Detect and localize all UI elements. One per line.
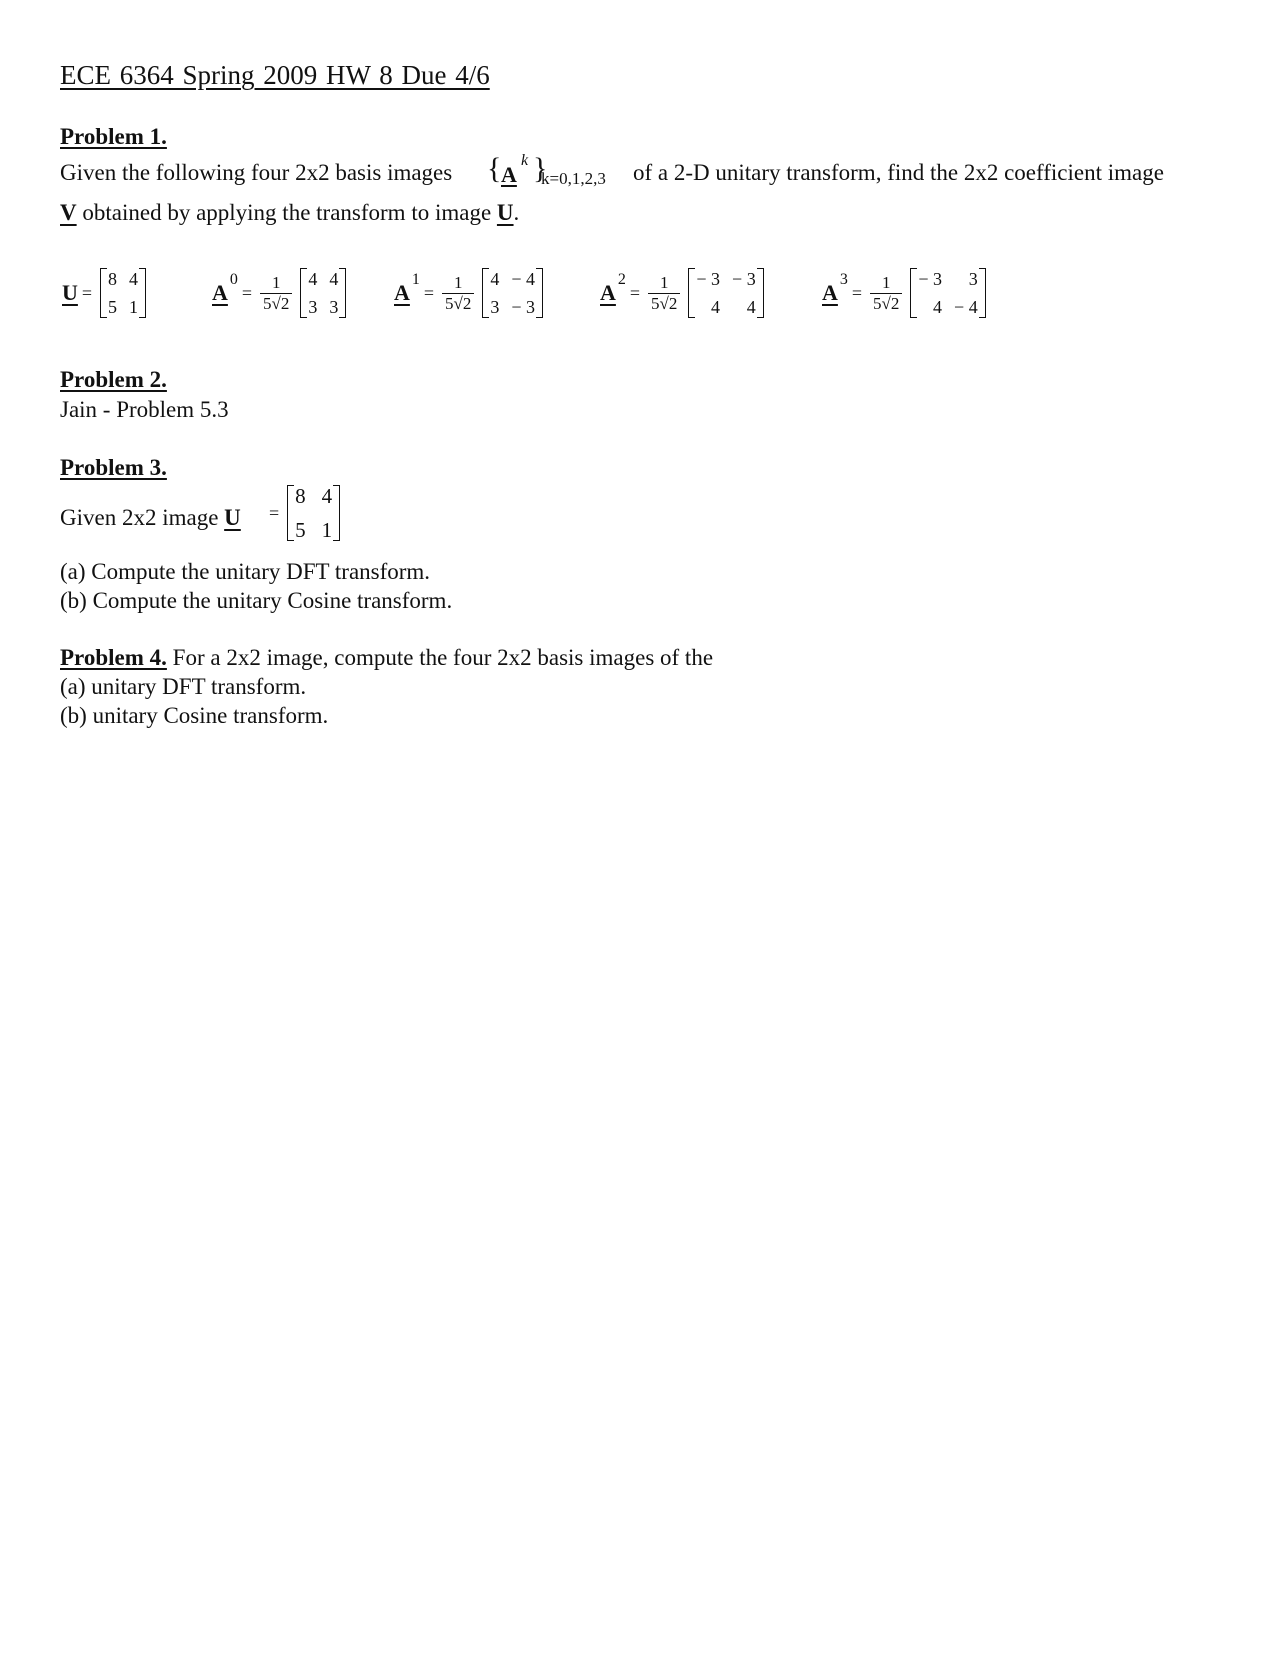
matrix-cell: 4 xyxy=(490,269,500,289)
basis-superscript: 1 xyxy=(411,271,420,288)
problem-3-u-matrix-formula xyxy=(265,485,340,541)
problem-2-text: Jain - Problem 5.3 xyxy=(60,397,229,422)
set-superscript: k xyxy=(521,152,529,169)
equals-sign: = xyxy=(629,282,641,303)
fraction-denominator: 5√2 xyxy=(442,293,474,314)
matrix-cell: 1 xyxy=(129,297,139,317)
normalization-fraction xyxy=(870,273,902,314)
problem-3-given-text: Given 2x2 image xyxy=(60,505,225,530)
equals-sign: = xyxy=(81,282,93,303)
matrix-cell: − 3 xyxy=(918,269,943,289)
basis-superscript: 2 xyxy=(617,271,626,288)
matrix-cell: 4 xyxy=(129,269,139,289)
fraction-numerator: 1 xyxy=(881,272,891,292)
matrix-cell: 8 xyxy=(295,484,306,508)
problem-4-part-a: (a) unitary DFT transform. xyxy=(60,674,307,699)
set-symbol: A xyxy=(501,162,517,187)
matrix-cell: 4 xyxy=(746,297,756,317)
basis-superscript: 0 xyxy=(229,271,238,288)
fraction-numerator: 1 xyxy=(271,272,281,292)
basis-matrix xyxy=(688,268,763,318)
problem-1-line-2-text: obtained by applying the transform to image xyxy=(76,200,497,225)
problem-4-line-1 xyxy=(60,645,713,671)
basis-label: A xyxy=(600,280,616,305)
problem-1-line-2 xyxy=(60,200,519,226)
matrix-cell: 4 xyxy=(329,269,339,289)
matrix-cell: 1 xyxy=(321,518,333,542)
matrix-cell: − 3 xyxy=(511,297,536,317)
matrix-cell: 4 xyxy=(308,269,318,289)
problem-3-u-matrix xyxy=(287,485,340,541)
normalization-fraction xyxy=(648,273,680,314)
right-brace: } xyxy=(533,152,548,185)
basis-matrix xyxy=(300,268,346,318)
matrix-cell: − 3 xyxy=(732,269,756,289)
matrix-cell: 5 xyxy=(108,297,118,317)
problem-1-line-2-end: . xyxy=(513,200,520,225)
matrix-cell: 3 xyxy=(308,297,318,317)
equals-sign: = xyxy=(241,282,253,303)
problem-3-part-a: (a) Compute the unitary DFT transform. xyxy=(60,559,431,584)
problem-3-heading: Problem 3. xyxy=(60,455,167,480)
matrix-cell: 8 xyxy=(108,269,118,289)
normalization-fraction xyxy=(260,273,292,314)
fraction-numerator: 1 xyxy=(453,272,463,292)
set-subscript: k=0,1,2,3 xyxy=(541,169,606,188)
basis-matrix xyxy=(910,268,985,318)
basis-label: A xyxy=(822,280,838,305)
u-symbol: U xyxy=(224,505,241,530)
u-symbol: U xyxy=(496,200,514,225)
problem-2-heading: Problem 2. xyxy=(60,367,167,392)
fraction-denominator: 5√2 xyxy=(870,293,902,314)
problem-1-line-1 xyxy=(60,160,452,186)
v-symbol: V xyxy=(60,200,77,225)
normalization-fraction xyxy=(442,273,474,314)
u-matrix-formula xyxy=(62,268,146,318)
problem-1-text-after: of a 2-D unitary transform, find the 2x2 coefficient image xyxy=(633,160,1164,185)
matrix-cell: 4 xyxy=(933,297,943,317)
problem-3-part-b: (b) Compute the unitary Cosine transform. xyxy=(60,588,453,613)
basis-superscript: 3 xyxy=(839,271,848,288)
problem-4-text: For a 2x2 image, compute the four 2x2 basis images of the xyxy=(166,645,714,670)
matrix-cell: 5 xyxy=(295,518,306,542)
problem-4-part-b: (b) unitary Cosine transform. xyxy=(60,703,329,728)
basis-image-a3 xyxy=(822,268,986,318)
problem-4-heading: Problem 4. xyxy=(60,645,167,670)
equals-sign: = xyxy=(851,282,863,303)
basis-image-a2 xyxy=(600,268,764,318)
u-matrix xyxy=(100,268,146,318)
basis-set-notation xyxy=(487,150,627,194)
page-title: ECE 6364 Spring 2009 HW 8 Due 4/6 xyxy=(60,60,490,90)
matrix-cell: 4 xyxy=(321,484,333,508)
matrix-cell: 4 xyxy=(711,297,721,317)
matrix-cell: − 3 xyxy=(696,269,721,289)
matrix-cell: 3 xyxy=(329,297,339,317)
matrix-cell: 3 xyxy=(490,297,500,317)
problem-1-heading: Problem 1. xyxy=(60,124,167,149)
basis-matrix xyxy=(482,268,543,318)
fraction-denominator: 5√2 xyxy=(260,293,292,314)
matrix-cell: − 4 xyxy=(954,297,978,317)
fraction-numerator: 1 xyxy=(659,272,669,292)
basis-image-a1 xyxy=(394,268,543,318)
basis-image-a0 xyxy=(212,268,346,318)
basis-label: A xyxy=(212,280,228,305)
matrix-cell: − 4 xyxy=(511,269,536,289)
problem-3-given xyxy=(60,505,241,531)
equals-sign: = xyxy=(269,502,280,523)
matrix-cell: 3 xyxy=(968,269,978,289)
left-brace: { xyxy=(487,152,502,185)
u-matrix-label: U xyxy=(62,280,78,305)
problem-1-text-before: Given the following four 2x2 basis images xyxy=(60,160,453,185)
equals-sign: = xyxy=(423,282,435,303)
fraction-denominator: 5√2 xyxy=(648,293,680,314)
basis-label: A xyxy=(394,280,410,305)
